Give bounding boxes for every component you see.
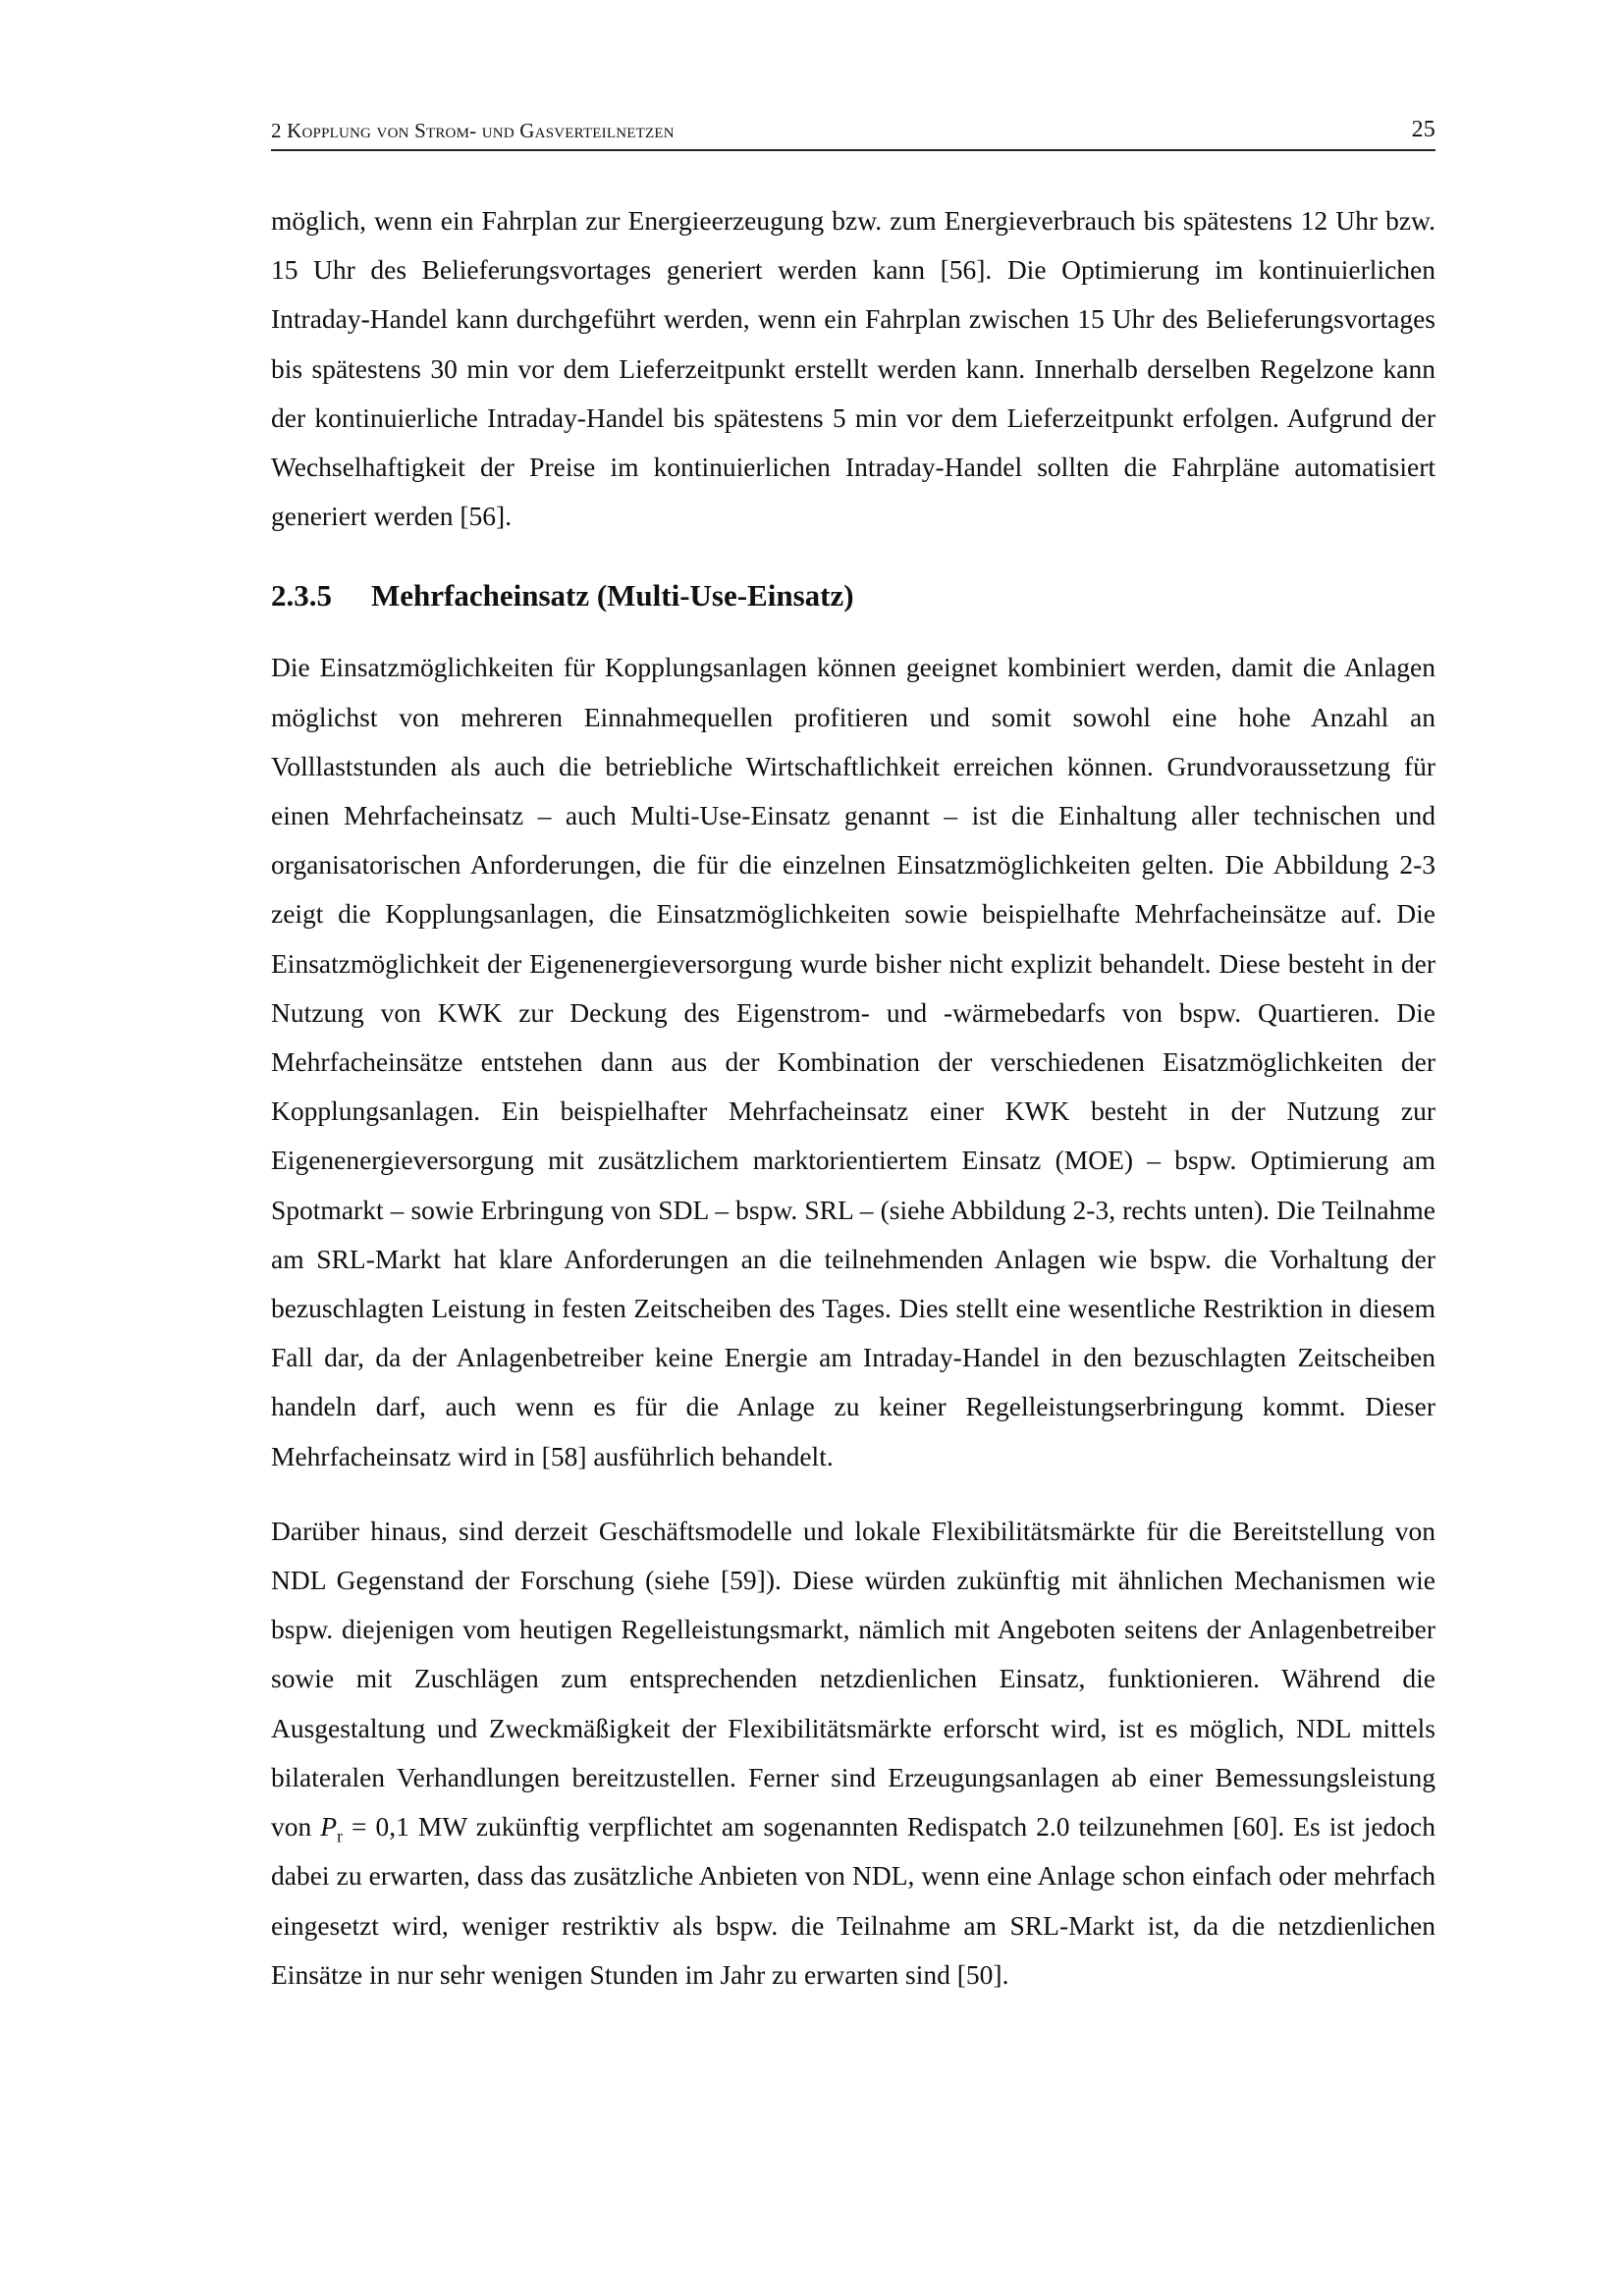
paragraph-flex-text-after: = 0,1 MW zukünftig verpflichtet am sogenannten Redispatch 2.0 teilzunehmen [60]. Es ist jedoch dabei zu erwarten, dass das zusätzliche Anbieten von NDL, wenn eine Anlage schon einfach oder mehrfach eingesetzt wird, weniger restriktiv als bspw. die Teilnahme am SRL-Markt ist, da die netzdienlichen Einsätze in nur sehr wenigen Stunden im Jahr zu erwarten sind [50]. — [271, 1811, 1436, 1990]
section-title: Mehrfacheinsatz (Multi-Use-Einsatz) — [371, 578, 854, 614]
chapter-title: 2 Kopplung von Strom- und Gasverteilnetzen — [271, 119, 675, 142]
paragraph-flexibility-markets — [271, 1507, 1435, 2000]
page-number: 25 — [1411, 117, 1435, 142]
page-body — [271, 196, 1435, 2000]
rated-power-symbol: P — [320, 1811, 338, 1842]
running-header — [271, 108, 1435, 151]
paragraph-intraday-continued: möglich, wenn ein Fahrplan zur Energieerzeugung bzw. zum Energieverbrauch bis spätestens 12 Uhr bzw. 15 Uhr des Belieferungsvortages generiert werden kann [56]. Die Optimierung im kontinuierlichen Intraday-Handel kann durchgeführt werden, wenn ein Fahrplan zwischen 15 Uhr des Belieferungsvortages bis spätestens 30 min vor dem Lieferzeitpunkt erstellt werden kann. Innerhalb derselben Regelzone kann der kontinuierliche Intraday-Handel bis spätestens 5 min vor dem Lieferzeitpunkt erfolgen. Aufgrund der Wechselhaftigkeit der Preise im kontinuierlichen Intraday-Handel sollten die Fahrpläne automatisiert generiert werden [56]. — [271, 205, 1435, 532]
rated-power-subscript: r — [337, 1826, 344, 1846]
section-number: 2.3.5 — [271, 578, 332, 614]
section-heading — [271, 574, 1435, 617]
paragraph-multi-use: Die Einsatzmöglichkeiten für Kopplungsanlagen können geeignet kombiniert werden, damit die Anlagen möglichst von mehreren Einnahmequellen profitieren und somit sowohl eine hohe Anzahl an Volllaststunden als auch die betriebliche Wirtschaftlichkeit erreichen können. Grundvoraussetzung für einen Mehrfacheinsatz – auch Multi-Use-Einsatz genannt – ist die Einhaltung aller technischen und organisatorischen Anforderungen, die für die einzelnen Einsatzmöglichkeiten gelten. Die Abbildung 2-3 zeigt die Kopplungsanlagen, die Einsatzmöglichkeiten sowie beispielhafte Mehrfacheinsätze auf. Die Einsatzmöglichkeit der Eigenenergieversorgung wurde bisher nicht explizit behandelt. Diese besteht in der Nutzung von KWK zur Deckung des Eigenstrom- und -wärmebedarfs von bspw. Quartieren. Die Mehrfacheinsätze entstehen dann aus der Kombination der verschiedenen Eisatzmöglichkeiten der Kopplungsanlagen. Ein beispielhafter Mehrfacheinsatz einer KWK besteht in der Nutzung zur Eigenenergieversorgung mit zusätzlichem marktorientiertem Einsatz (MOE) – bspw. Optimierung am Spotmarkt – sowie Erbringung von SDL – bspw. SRL – (siehe Abbildung 2-3, rechts unten). Die Teilnahme am SRL-Markt hat klare Anforderungen an die teilnehmenden Anlagen wie bspw. die Vorhaltung der bezuschlagten Leistung in festen Zeitscheiben des Tages. Dies stellt eine wesentliche Restriktion in diesem Fall dar, da der Anlagenbetreiber keine Energie am Intraday-Handel in den bezuschlagten Zeitscheiben handeln darf, auch wenn es für die Anlage zu keiner Regelleistungserbringung kommt. Dieser Mehrfacheinsatz wird in [58] ausführlich behandelt. — [271, 652, 1435, 1471]
paragraph-flex-text-before: Darüber hinaus, sind derzeit Geschäftsmodelle und lokale Flexibilitätsmärkte für die Bereitstellung von NDL Gegenstand der Forschung (siehe [59]). Diese würden zukünftig mit ähnlichen Mechanismen wie bspw. diejenigen vom heutigen Regelleistungsmarkt, nämlich mit Angeboten seitens der Anlagenbetreiber sowie mit Zuschlägen zum entsprechenden netzdienlichen Einsatz, funktionieren. Während die Ausgestaltung und Zweckmäßigkeit der Flexibilitätsmärkte erforscht wird, ist es möglich, NDL mittels bilateralen Verhandlungen bereitzustellen. Ferner sind Erzeugungsanlagen ab einer Bemessungsleistung von — [271, 1515, 1435, 1842]
